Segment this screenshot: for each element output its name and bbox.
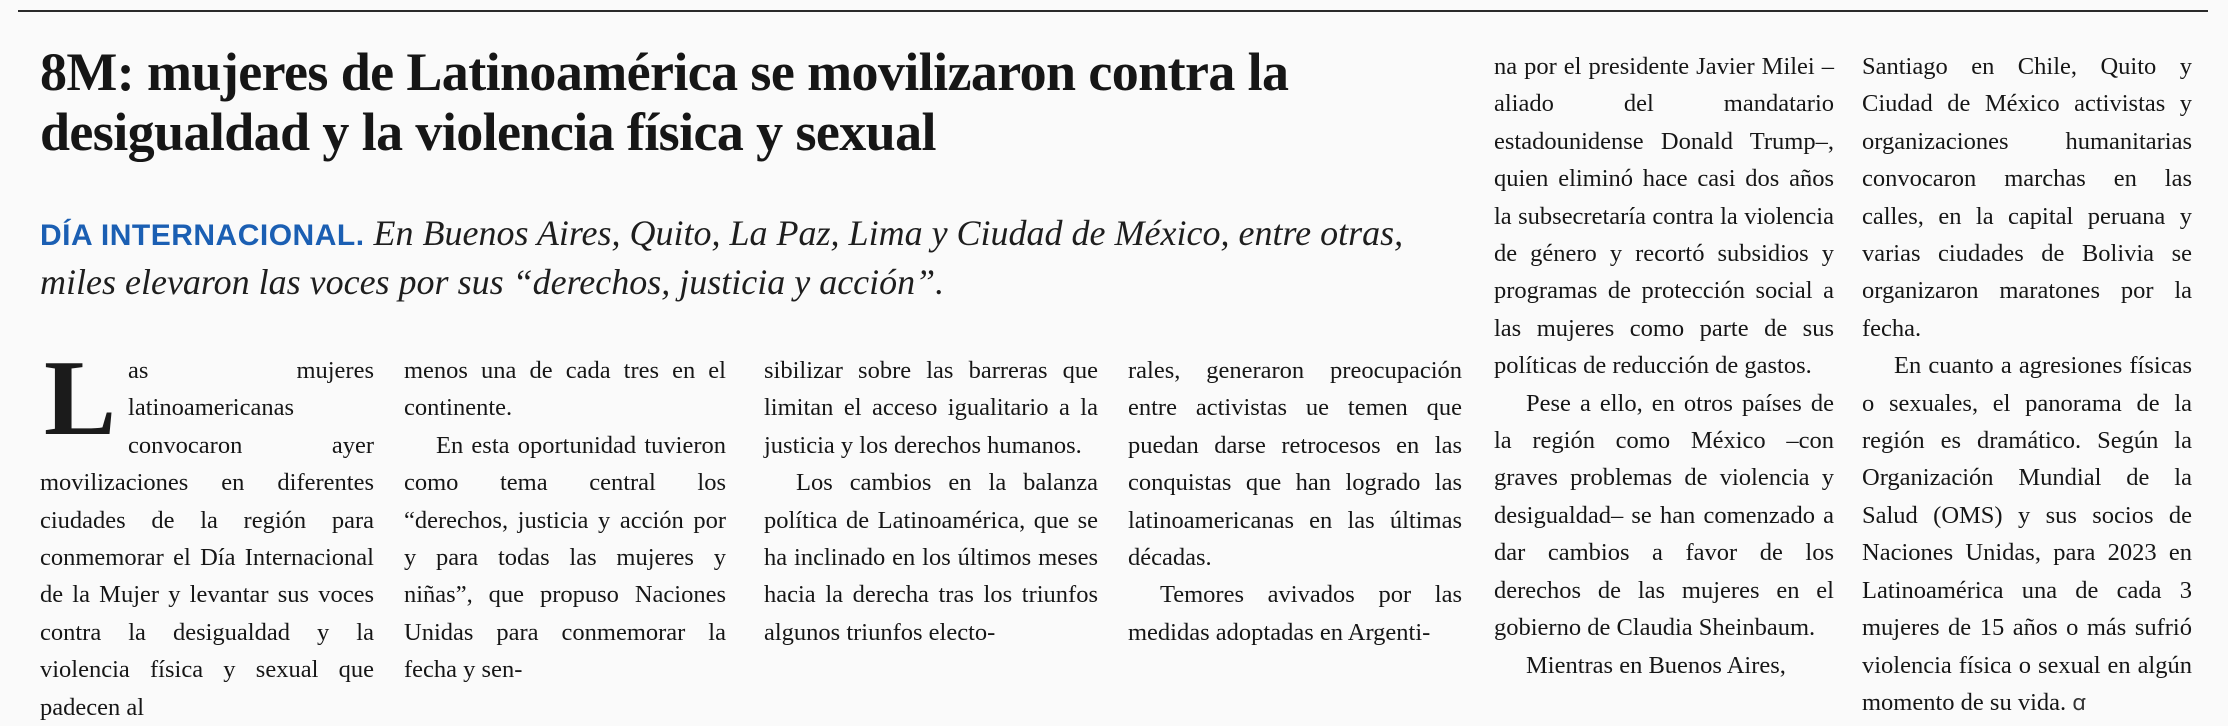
col3-paragraph-1: sibilizar sobre las barreras que limitan el acceso igualitario a la justicia y los derechos humanos. [764, 357, 1098, 459]
col1-paragraph-1: as mujeres latinoamericanas convocaron ayer movilizaciones en diferentes ciudades de la región para conmemorar el Día Internacional de la Mujer y levantar sus voces contra la desigualdad y la violencia física y sexual que padecen al [40, 357, 374, 721]
dropcap: L [44, 339, 117, 458]
col5-paragraph-2: Pese a ello, en otros países de la región como México –con graves problemas de violencia y desigualdad– se han comenzado a dar cambios a favor de los derechos de las mujeres en el gobierno de Claudia Sheinbaum. [1494, 389, 1834, 642]
col2-paragraph-2: En esta oportunidad tuvieron como tema central los “derechos, justicia y acción por y para todas las mujeres y niñas”, que propuso Naciones Unidas para conmemorar la fecha y sen- [404, 431, 726, 684]
deck-kicker: DÍA INTERNACIONAL. [40, 219, 365, 252]
top-rule [18, 10, 2208, 12]
deck [40, 210, 1480, 305]
col5-paragraph-1: na por el presidente Javier Milei –aliado del mandatario estadounidense Donald Trump–, quien eliminó hace casi dos años la subsecretaría contra la violencia de género y recortó subsidios y programas de protección social a las mujeres como parte de sus políticas de reducción de gastos. [1494, 53, 1834, 380]
col6-paragraph-2: En cuanto a agresiones físicas o sexuales, el panorama de la región es dramático. Según la Organización Mundial de la Salud (OMS) y sus socios de Naciones Unidas, para 2023 en Latinoamérica una de cada 3 mujeres de 15 años o más sufrió violencia física o sexual en algún momento de su vida. [1862, 352, 2192, 716]
col4-paragraph-2: Temores avivados por las medidas adoptadas en Argenti- [1128, 581, 1462, 646]
col5-paragraph-3: Mientras en Buenos Aires, [1526, 651, 1786, 679]
article-column-6 [1862, 48, 2192, 721]
article-column-2 [404, 352, 726, 689]
col6-paragraph-1: Santiago en Chile, Quito y Ciudad de México activistas y organizaciones humanitarias convocaron marchas en las calles, en la capital peruana y varias ciudades de Bolivia se organizaron maratones por la fecha. [1862, 53, 2192, 342]
headline: 8M: mujeres de Latinoamérica se movilizaron contra la desigualdad y la violencia física y sexual [40, 42, 1289, 162]
article-column-3 [764, 352, 1098, 651]
article-column-5 [1494, 48, 1834, 684]
col3-paragraph-2: Los cambios en la balanza política de Latinoamérica, que se ha inclinado en los últimos meses hacia la derecha tras los triunfos algunos triunfos electo- [764, 469, 1098, 646]
col2-paragraph-1: menos una de cada tres en el continente. [404, 357, 726, 422]
deck-text: En Buenos Aires, Quito, La Paz, Lima y Ciudad de México, entre otras, miles elevaron las voces por sus “derechos, justicia y acción”. [40, 213, 1404, 302]
article-column-4 [1128, 352, 1462, 651]
article-column-1 [40, 339, 374, 726]
end-mark-icon: ꭤ [2072, 689, 2086, 715]
col4-paragraph-1: rales, generaron preocupación entre activistas ue temen que puedan darse retrocesos en las conquistas que han logrado las latinoamericanas en las últimas décadas. [1128, 357, 1462, 572]
